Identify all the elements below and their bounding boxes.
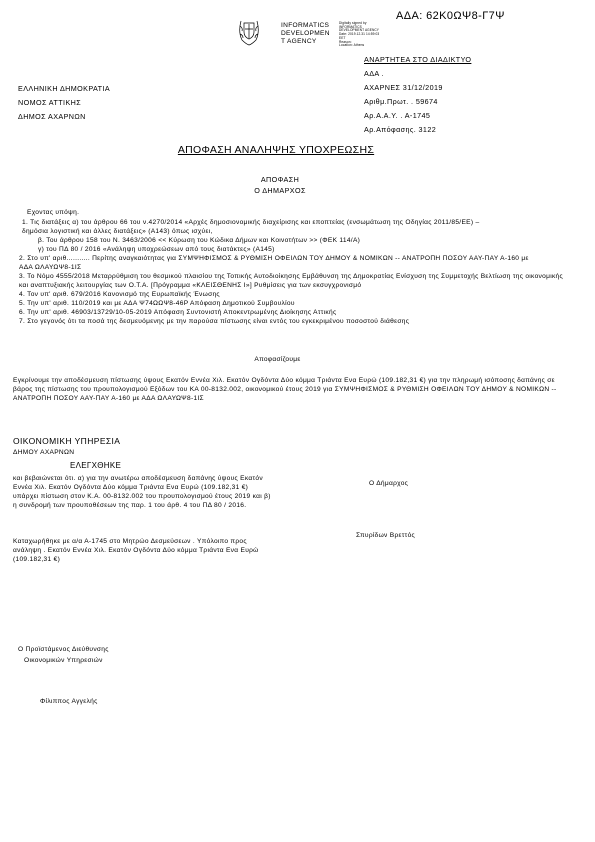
decision-label: ΑΠΟΦΑΣΗ bbox=[260, 175, 300, 184]
consideration-item: 1. Τις διατάξεις α) του άρθρου 66 του ν.4270/2014 «Αρχές δημοσιονομικής διαχείρισης και εποπτείας (ενσωμάτωση της Οδηγίας 2011/85/ΕΕ) – δημόσια λογιστική και άλλες διατάξεις» (Α143) όπως ισχύει, bbox=[22, 219, 480, 235]
mayor-role: Ο Δήμαρχος bbox=[369, 480, 409, 487]
consideration-item: 7. Στο γεγονός ότι τα ποσά της δεσμευόμενης με την παρούσα πίστωσης είναι εντός του εγκεκριμένου ποσοστού διάθεσης bbox=[19, 318, 410, 325]
decision-text: Εγκρίνουμε την αποδέσμευση πίστωσης ύψους Εκατόν Εννέα Χιλ. Εκατόν Ογδόντα Δύο κόμμα Τριάντα Ενα Ευρώ (109.182,31 €) για την πληρωμή ισόποσης δαπάνης σε βάρος της πίστωσης του προυπολογισμού Εξόδων του ΚΑ 00-8132.002, οικονομικού έτους 2019 για ΣΥΜΨΗΦΙΣΜΟΣ & ΡΥΘΜΙΣΗ ΟΦΕΙΛΩΝ ΤΟΥ ΔΗΜΟΥ & ΝΟΜΙΚΩΝ -- ΑΝΑΤΡΟΠΗ ΠΟΣΟΥ ΑΑΥ-ΠΑΥ Α-160 με ΑΔΑ ΩΛΑΥΩΨ8-1ΙΣ bbox=[13, 377, 557, 402]
mayor-label: Ο ΔΗΜΑΡΧΟΣ bbox=[254, 186, 306, 195]
reference-line: ΑΔΑ . bbox=[364, 69, 384, 78]
reference-line: Αρ.Α.Α.Υ. . Α-1745 bbox=[364, 111, 431, 120]
decision-heading bbox=[0, 174, 560, 196]
decide-label: Αποφασίζουμε bbox=[254, 356, 301, 363]
issuer-line: ΝΟΜΟΣ ΑΤΤΙΚΗΣ bbox=[18, 98, 82, 107]
mayor-name: Σπυρίδων Βρεττός bbox=[356, 532, 416, 539]
agency-logo-text: INFORMATICS DEVELOPMEN T AGENCY bbox=[281, 22, 330, 45]
checked-label: ΕΛΕΓΧΘΗΚΕ bbox=[70, 461, 122, 470]
consideration-item: 4. Τον υπ' αριθ. 679/2016 Κανονισμό της Ευρωπαϊκής Ένωσης bbox=[19, 291, 220, 298]
consideration-item: γ) του ΠΔ 80 / 2016 «Ανάληψη υποχρεώσεων από τους διατάκτες» (Α145) bbox=[38, 246, 275, 253]
finance-municipality: ΔΗΜΟΥ ΑΧΑΡΝΩΝ bbox=[13, 449, 75, 456]
consideration-item: 5. Την υπ' αριθ. 110/2019 και με ΑΔΑ Ψ74ΩΩΨ8-46Ρ Απόφαση Δημοτικού Συμβουλίου bbox=[19, 300, 295, 307]
issuer-block bbox=[18, 82, 110, 124]
reference-block bbox=[364, 67, 443, 137]
consideration-item: β. Του άρθρου 158 του Ν. 3463/2006 << Κύρωση του Κώδικα Δήμων και Κοινοτήτων >> (ΦΕΚ 114/Α) bbox=[38, 237, 361, 244]
reference-line: Αριθμ.Πρωτ. . 59674 bbox=[364, 97, 438, 106]
consideration-item: 2. Στο υπ' αριθ........... Περίτης αναγκαιότητας για ΣΥΜΨΗΦΙΣΜΟΣ & ΡΥΘΜΙΣΗ ΟΦΕΙΛΩΝ ΤΟΥ ΔΗΜΟΥ & ΝΟΜΙΚΩΝ -- ΑΝΑΤΡΟΠΗ ΠΟΣΟΥ ΑΑΥ-ΠΑΥ Α-160 με ΑΔΑ ΩΛΑΥΩΨ8-1ΙΣ bbox=[19, 255, 529, 271]
posted-notice: ΑΝΑΡΤΗΤΕΑ ΣΤΟ ΔΙΑΔΙΚΤΥΟ bbox=[364, 55, 472, 64]
director-role-line: Οικονομικών Υπηρεσιών bbox=[24, 657, 103, 664]
finance-service-title: ΟΙΚΟΝΟΜΙΚΗ ΥΠΗΡΕΣΙΑ bbox=[13, 436, 121, 446]
director-role-line: Ο Προϊστάμενος Διεύθυνσης bbox=[18, 646, 109, 653]
reference-line: ΑΧΑΡΝΕΣ 31/12/2019 bbox=[364, 83, 443, 92]
consideration-item: 6. Την υπ' αριθ. 46903/13729/10-05-2019 Απόφαση Συντονιστή Αποκεντρωμένης Διοίκησης Αττικής bbox=[19, 309, 337, 316]
consideration-item: 3. Το Νόμο 4555/2018 Μεταρρύθμιση του θεσμικού πλαισίου της Τοπικής Αυτοδιοίκησης Εμβάθυνση της Δημοκρατίας Ενίσχυση της Συμμετοχής Βελτίωση της οικονομικής και αναπτυξιακής λειτουργίας των Ο.Τ.Α. [Πρόγραμμα «ΚΛΕΙΣΘΕΝΗΣ Ι»] Ρυθμίσεις για των εκσυγχρονισμό bbox=[19, 273, 564, 289]
greek-emblem bbox=[236, 18, 262, 46]
director-name: Φίλιππος Αγγελής bbox=[40, 698, 98, 705]
digital-signature: Digitally signed by INFORMATICS DEVELOPMENT AGENCY Date: 2019.12.31 14:59:03 EET Reason: Location: Athens bbox=[339, 21, 380, 48]
issuer-line: ΔΗΜΟΣ ΑΧΑΡΝΩΝ bbox=[18, 112, 86, 121]
director-role bbox=[18, 644, 109, 666]
ada-code: ΑΔΑ: 62Κ0ΩΨ8-Γ7Ψ bbox=[396, 10, 505, 22]
intro-text: Εχοντας υπόψη. bbox=[27, 209, 80, 216]
considerations-list bbox=[19, 218, 573, 326]
finance-certification: και βεβαιώνεται ότι. α) για την ανωτέρω αποδέσμευση δαπάνης ύψους Εκατόν Εννέα Χιλ. Εκατόν Ογδόντα Δύο κόμμα Τριάντα Ενα Ευρώ (109.182,31 €) υπάρχει πίστωση στον Κ.Α. 00-8132.002 του προυπολογισμού έτους 2019 και β) η συνδρομή των προυποθέσεων της παρ. 1 του άρθ. 4 του ΠΔ 80 / 2016. bbox=[13, 475, 271, 509]
commitment-registration: Καταχωρήθηκε με α/α Α-1745 στο Μητρώο Δεσμεύσεων . Υπόλοιπο προς ανάληψη . Εκατόν Εννέα Χιλ. Εκατόν Ογδόντα Δύο κόμμα Τριάντα Ενα Ευρώ (109.182,31 €) bbox=[13, 538, 259, 563]
document-title: ΑΠΟΦΑΣΗ ΑΝΑΛΗΨΗΣ ΥΠΟΧΡΕΩΣΗΣ bbox=[177, 144, 375, 156]
reference-line: Αρ.Απόφασης. 3122 bbox=[364, 125, 437, 134]
issuer-line: ΕΛΛΗΝΙΚΗ ΔΗΜΟΚΡΑΤΙΑ bbox=[18, 84, 111, 93]
